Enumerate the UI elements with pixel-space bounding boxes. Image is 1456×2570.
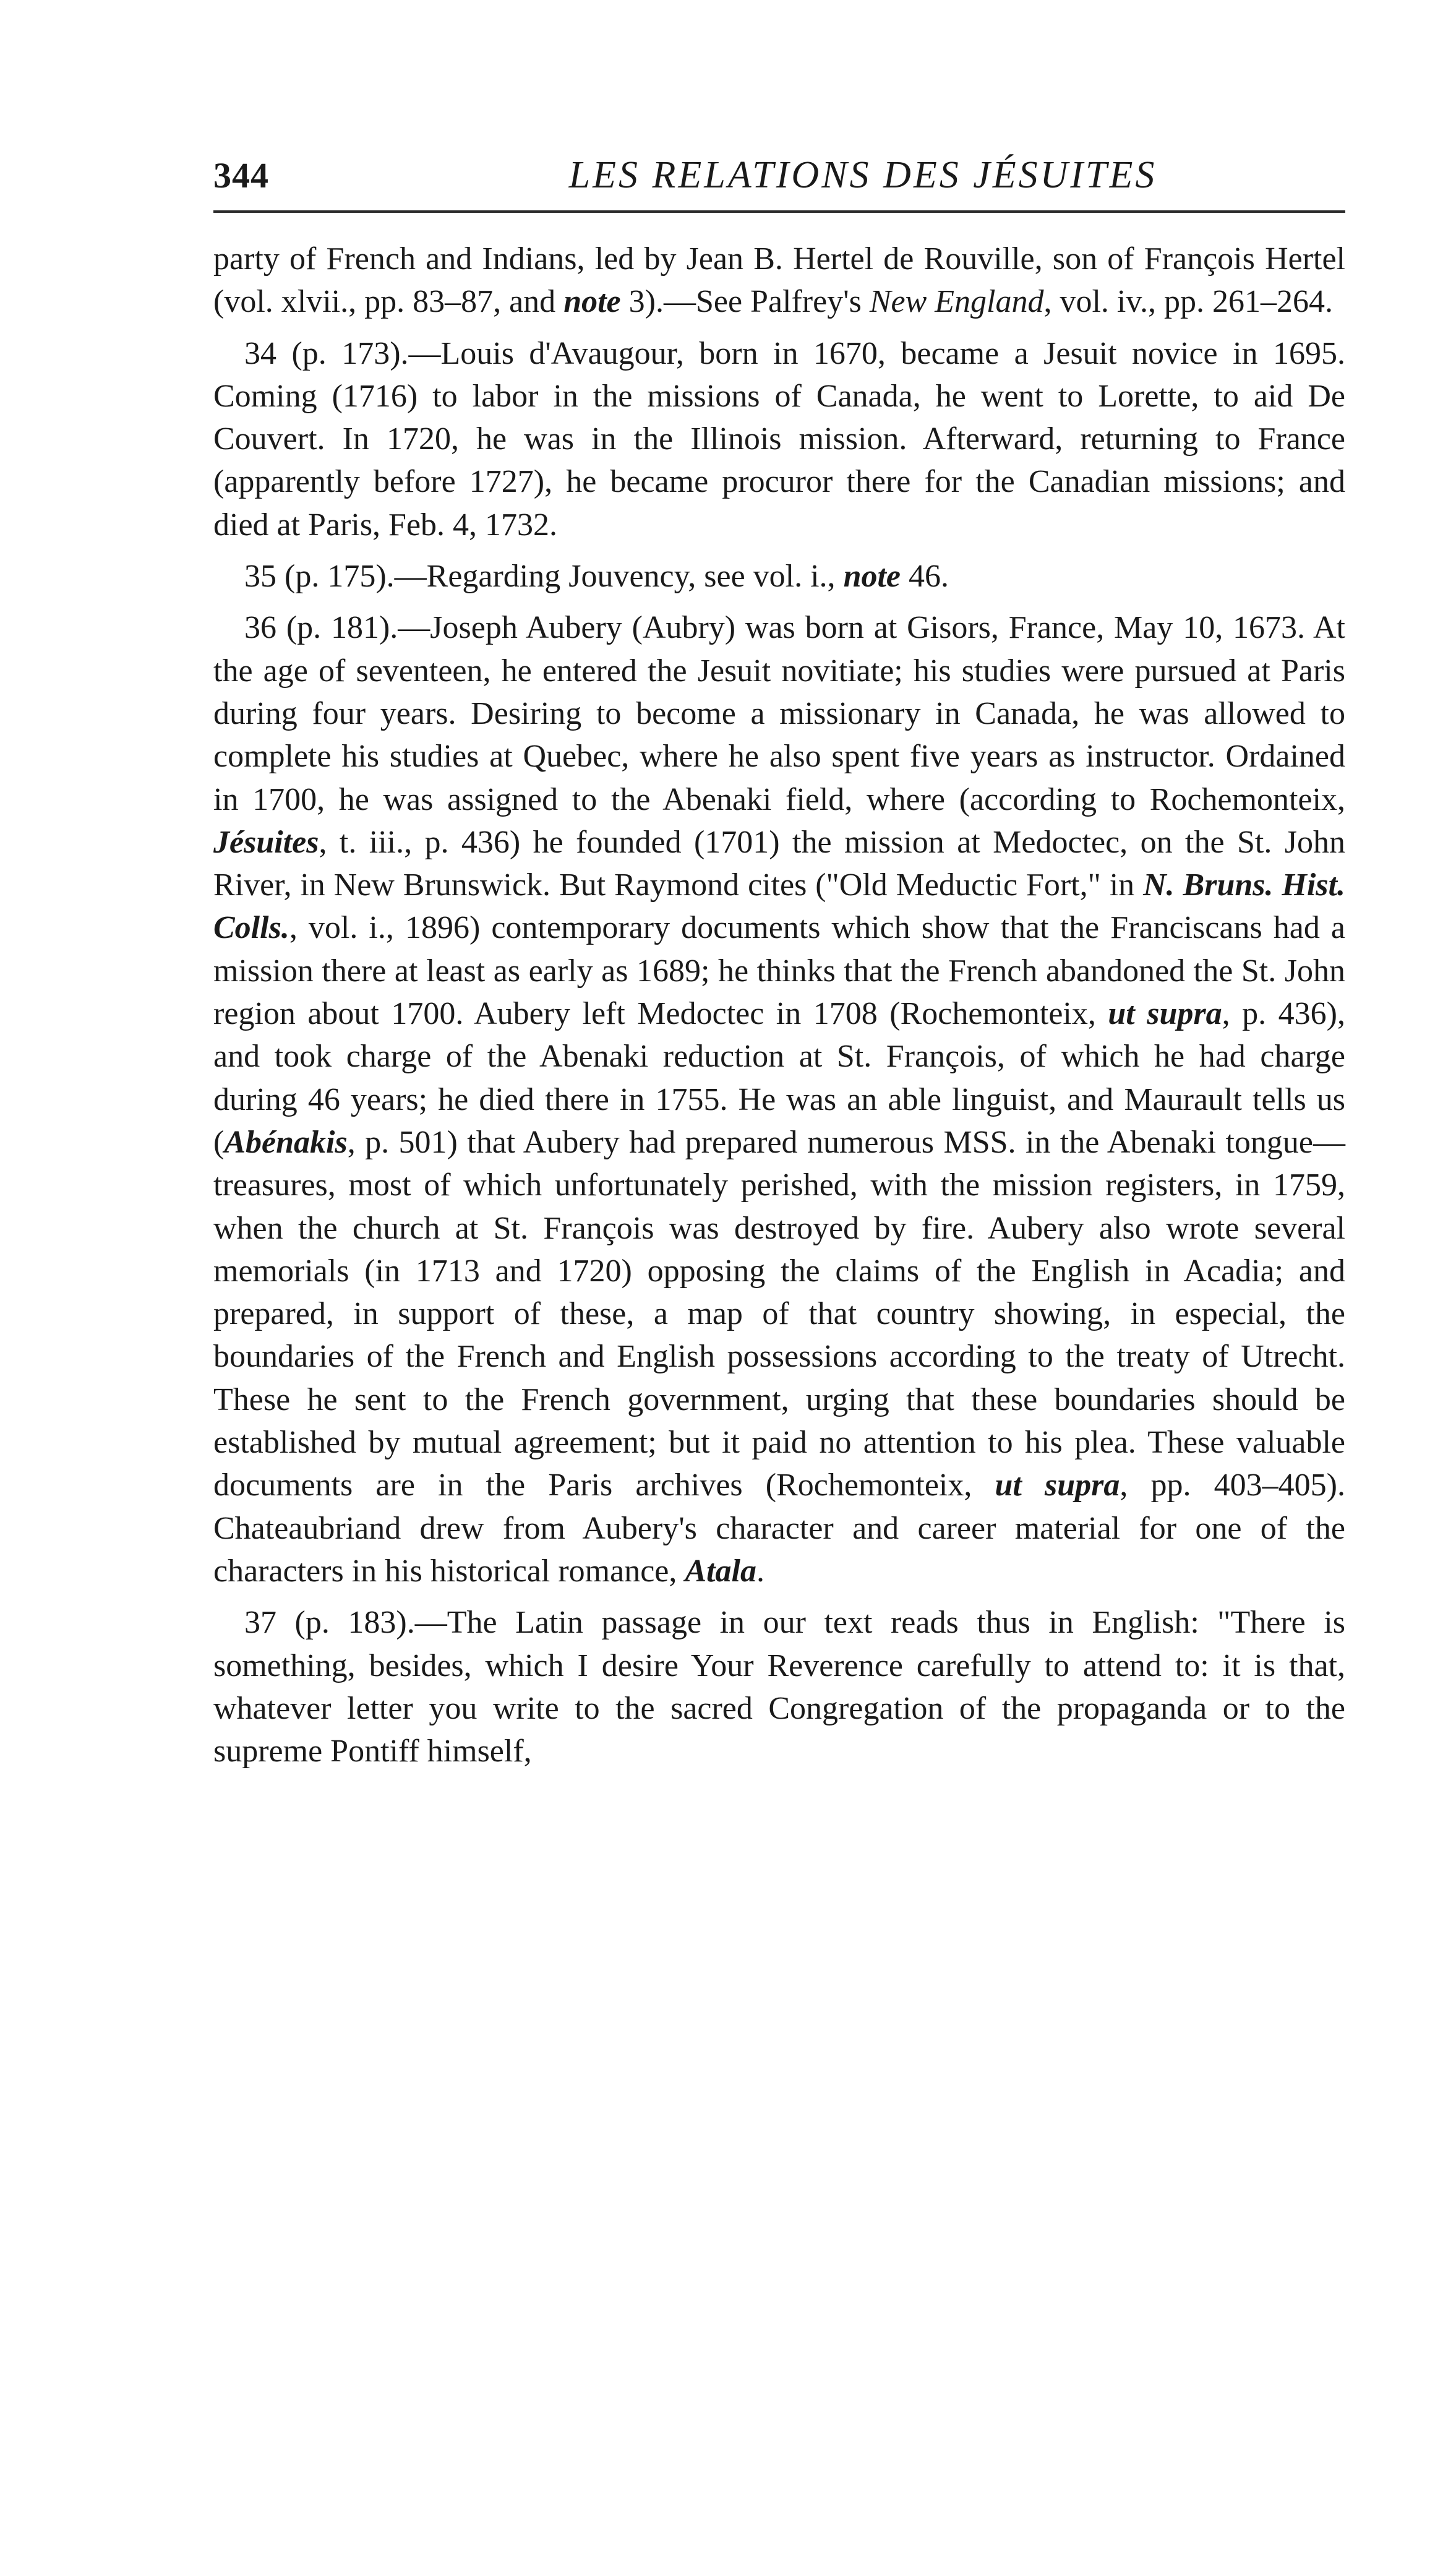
text-segment: 37 (p. 183).—The Latin passage in our text reads thus in English: "There is something, besides, which I desire Your Reverence carefully to attend to: it is that, whatever letter you write to the sacred Congregation of the propaganda or to the supreme Pontiff himself, [213,1605,1345,1769]
text-segment: 3).—See Palfrey's [620,284,870,320]
text-segment: party of French and Indians, led by Jean B. Hertel de Rouville, son of François Hertel (vol. xlvii., pp. 83–87, and [213,241,1345,320]
text-segment: 34 (p. 173).—Louis d'Avaugour, born in 1670, became a Jesuit novice in 1695. Coming (1716) to labor in the missions of Canada, he went to Lorette, to aid De Couvert. In 1720, he was in the Illinois mission. Afterward, returning to France (apparently before 1727), he became procuror there for the Canadian missions; and died at Paris, Feb. 4, 1732. [213,335,1345,543]
text-segment: note [843,559,901,595]
text-segment: , pp. 403–405). Chateaubriand drew from Aubery's character and career material for one of the characters in his historical romance, [213,1468,1345,1589]
text-segment: , vol. iv., pp. 261–264. [1043,284,1334,320]
running-head [213,142,1345,213]
note-35 [213,555,1345,598]
paragraph-continuation [213,238,1345,324]
page-number: 344 [213,155,269,196]
text-segment: Abénakis [224,1124,348,1160]
text-segment: . [756,1553,764,1589]
text-segment: N. Bruns. Hist. Colls. [213,867,1345,946]
note-34 [213,332,1345,546]
running-title: LES RELATIONS DES JÉSUITES [568,154,1157,196]
text-segment: , p. 436), and took charge of the Abenaki reduction at St. François, of which he had charge during 46 years; he died there in 1755. He was an able linguist, and Maurault tells us ( [213,996,1345,1160]
body-text [213,238,1345,1773]
text-segment: , vol. i., 1896) contemporary documents which show that the Franciscans had a mission there at least as early as 1689; he thinks that the French abandoned the St. John region about 1700. Aubery left Medoctec in 1708 (Rochemonteix, [213,910,1345,1032]
text-segment: note [563,284,621,320]
text-segment: ut supra [995,1468,1120,1503]
text-segment: 46. [901,559,949,595]
book-page [213,142,1345,1781]
text-segment: 36 (p. 181).—Joseph Aubery (Aubry) was born at Gisors, France, May 10, 1673. At the age of seventeen, he entered the Jesuit novitiate; his studies were pursued at Paris during four years. Desiring to become a missionary in Canada, he was allowed to complete his studies at Quebec, where he also spent five years as instructor. Ordained in 1700, he was assigned to the Abenaki field, where (according to Rochemonteix, [213,610,1345,817]
text-segment: Jésuites [213,824,319,860]
text-segment: New England [869,284,1044,320]
note-37 [213,1601,1345,1773]
text-segment: , t. iii., p. 436) he founded (1701) the mission at Medoctec, on the St. John River, in New Brunswick. But Raymond cites ("Old Meductic Fort," in [213,824,1345,903]
text-segment: ut supra [1108,996,1222,1032]
text-segment: Atala [685,1553,756,1589]
text-segment: 35 (p. 175).—Regarding Jouvency, see vol. i., [244,559,844,595]
note-36 [213,606,1345,1592]
text-segment: , p. 501) that Aubery had prepared numerous MSS. in the Abenaki tongue—treasures, most of which unfortunately perished, with the mission registers, in 1759, when the church at St. François was destroyed by fire. Aubery also wrote several memorials (in 1713 and 1720) opposing the claims of the English in Acadia; and prepared, in support of these, a map of that country showing, in especial, the boundaries of the French and English possessions according to the treaty of Utrecht. These he sent to the French government, urging that these boundaries should be established by mutual agreement; but it paid no attention to his plea. These valuable documents are in the Paris archives (Rochemonteix, [213,1124,1345,1503]
